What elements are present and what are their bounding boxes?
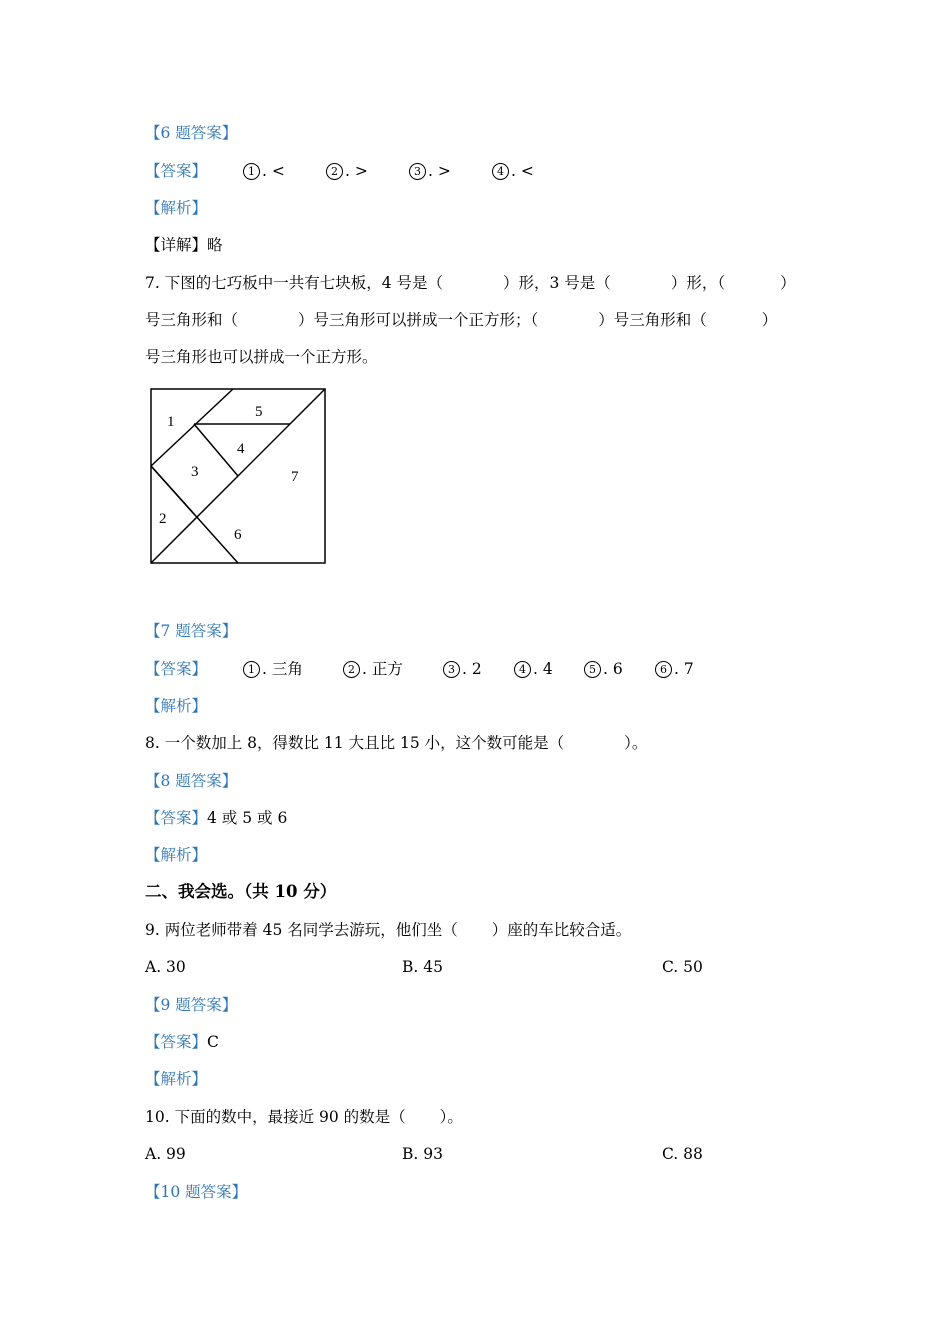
q7-text: ） — [761, 311, 778, 329]
q10-text: 10. 下面的数中，最接近 90 的数是（ — [145, 1108, 406, 1126]
q10-option-b[interactable]: B. 93 — [402, 1145, 443, 1163]
tangram-label-2: 2 — [159, 511, 167, 527]
q7-answer-header: 【7 题答案】 — [145, 622, 238, 640]
section-title-text: 二、我会选。（共 — [145, 882, 275, 901]
tangram-label-1: 1 — [167, 414, 175, 430]
q6-answer-label: 【答案】 — [145, 162, 208, 180]
answer-text: . 6 — [603, 660, 623, 678]
q10-option-a[interactable]: A. 99 — [145, 1145, 186, 1163]
q8-answer-header: 【8 题答案】 — [145, 772, 238, 790]
q9-option-a[interactable]: A. 30 — [145, 958, 186, 976]
q6-answer-1 — [243, 160, 285, 182]
section-title-score: 10 — [274, 882, 298, 901]
q6-answer-3 — [409, 160, 451, 182]
answer-text: . 2 — [462, 660, 482, 678]
q8-analysis-label: 【解析】 — [145, 846, 208, 864]
tangram-label-7: 7 — [291, 469, 299, 485]
section-title-text: 分） — [297, 882, 337, 901]
q6-answer-row — [145, 160, 534, 182]
q6-detail-text: 略 — [207, 236, 223, 254]
q6-detail-label: 【详解】 — [145, 236, 208, 254]
q9-option-c[interactable]: C. 50 — [662, 958, 703, 976]
q9-text: 9. 两位老师带着 45 名同学去游玩，他们坐（ — [145, 921, 458, 939]
q9-answer-header: 【9 题答案】 — [145, 996, 238, 1014]
q7-answer-6 — [655, 658, 694, 680]
answer-text: . > — [345, 162, 368, 180]
q8-answer-text: 4 或 5 或 6 — [207, 809, 288, 827]
circled-number: 6 — [655, 661, 672, 678]
answer-text: . 4 — [533, 660, 553, 678]
q7-answer-2 — [343, 658, 403, 680]
q7-text: ）形，3 号是（ — [503, 274, 611, 292]
q9-question — [145, 919, 631, 941]
q7-text: ）形，（ — [670, 274, 726, 292]
q7-text: 7. 下图的七巧板中一共有七块板，4 号是（ — [145, 274, 444, 292]
q7-answer-3 — [443, 658, 482, 680]
section-2-title — [145, 881, 336, 903]
answer-text: . < — [511, 162, 534, 180]
q7-text: ） — [780, 274, 796, 292]
q10-option-c[interactable]: C. 88 — [662, 1145, 703, 1163]
q7-answer-label: 【答案】 — [145, 660, 208, 678]
q6-answer-2 — [326, 160, 368, 182]
q7-answer-row — [145, 658, 694, 680]
answer-text: . 7 — [674, 660, 694, 678]
q9-answer-row — [145, 1031, 219, 1053]
q7-text: ）号三角形和（ — [598, 311, 707, 329]
q10-answer-header: 【10 题答案】 — [145, 1183, 248, 1201]
tangram-line — [151, 466, 194, 514]
circled-number: 1 — [243, 661, 260, 678]
q6-answer-header: 【6 题答案】 — [145, 124, 238, 142]
circled-number: 1 — [243, 163, 260, 180]
q7-text: ）号三角形可以拼成一个正方形；（ — [298, 311, 539, 329]
circled-number: 2 — [343, 661, 360, 678]
q7-question-line-2 — [145, 309, 777, 331]
q8-answer-label: 【答案】 — [145, 809, 208, 827]
q9-analysis-label: 【解析】 — [145, 1070, 208, 1088]
q7-analysis-label: 【解析】 — [145, 697, 208, 715]
q7-answer-4 — [514, 658, 553, 680]
q8-answer-row — [145, 807, 287, 829]
q7-answer-5 — [584, 658, 623, 680]
tangram-figure — [148, 386, 330, 568]
tangram-label-6: 6 — [234, 527, 242, 543]
q6-answer-4 — [492, 160, 534, 182]
tangram-label-4: 4 — [237, 441, 245, 457]
q9-answer-text: C — [207, 1033, 219, 1051]
answer-text: . < — [262, 162, 285, 180]
answer-text: . 正方 — [362, 660, 403, 678]
q6-detail — [145, 234, 223, 256]
circled-number: 4 — [492, 163, 509, 180]
answer-text: . > — [428, 162, 451, 180]
q9-text: ）座的车比较合适。 — [491, 921, 632, 939]
q7-question-line-3: 号三角形也可以拼成一个正方形。 — [145, 348, 378, 366]
q6-analysis-label: 【解析】 — [145, 199, 208, 217]
answer-text: . 三角 — [262, 660, 303, 678]
q7-answer-1 — [243, 658, 303, 680]
q7-text: 号三角形和（ — [145, 311, 239, 329]
q9-answer-label: 【答案】 — [145, 1033, 208, 1051]
circled-number: 2 — [326, 163, 343, 180]
circled-number: 4 — [514, 661, 531, 678]
q10-text: ）。 — [439, 1108, 463, 1126]
circled-number: 3 — [409, 163, 426, 180]
q10-question — [145, 1106, 463, 1128]
q7-question-line-1 — [145, 272, 796, 294]
tangram-label-3: 3 — [191, 464, 199, 480]
q8-text: ）。 — [624, 734, 648, 752]
circled-number: 5 — [584, 661, 601, 678]
circled-number: 3 — [443, 661, 460, 678]
q8-question — [145, 732, 647, 754]
q8-text: 8. 一个数加上 8，得数比 11 大且比 15 小，这个数可能是（ — [145, 734, 565, 752]
q9-option-b[interactable]: B. 45 — [402, 958, 443, 976]
tangram-line — [194, 424, 238, 476]
tangram-label-5: 5 — [255, 404, 263, 420]
